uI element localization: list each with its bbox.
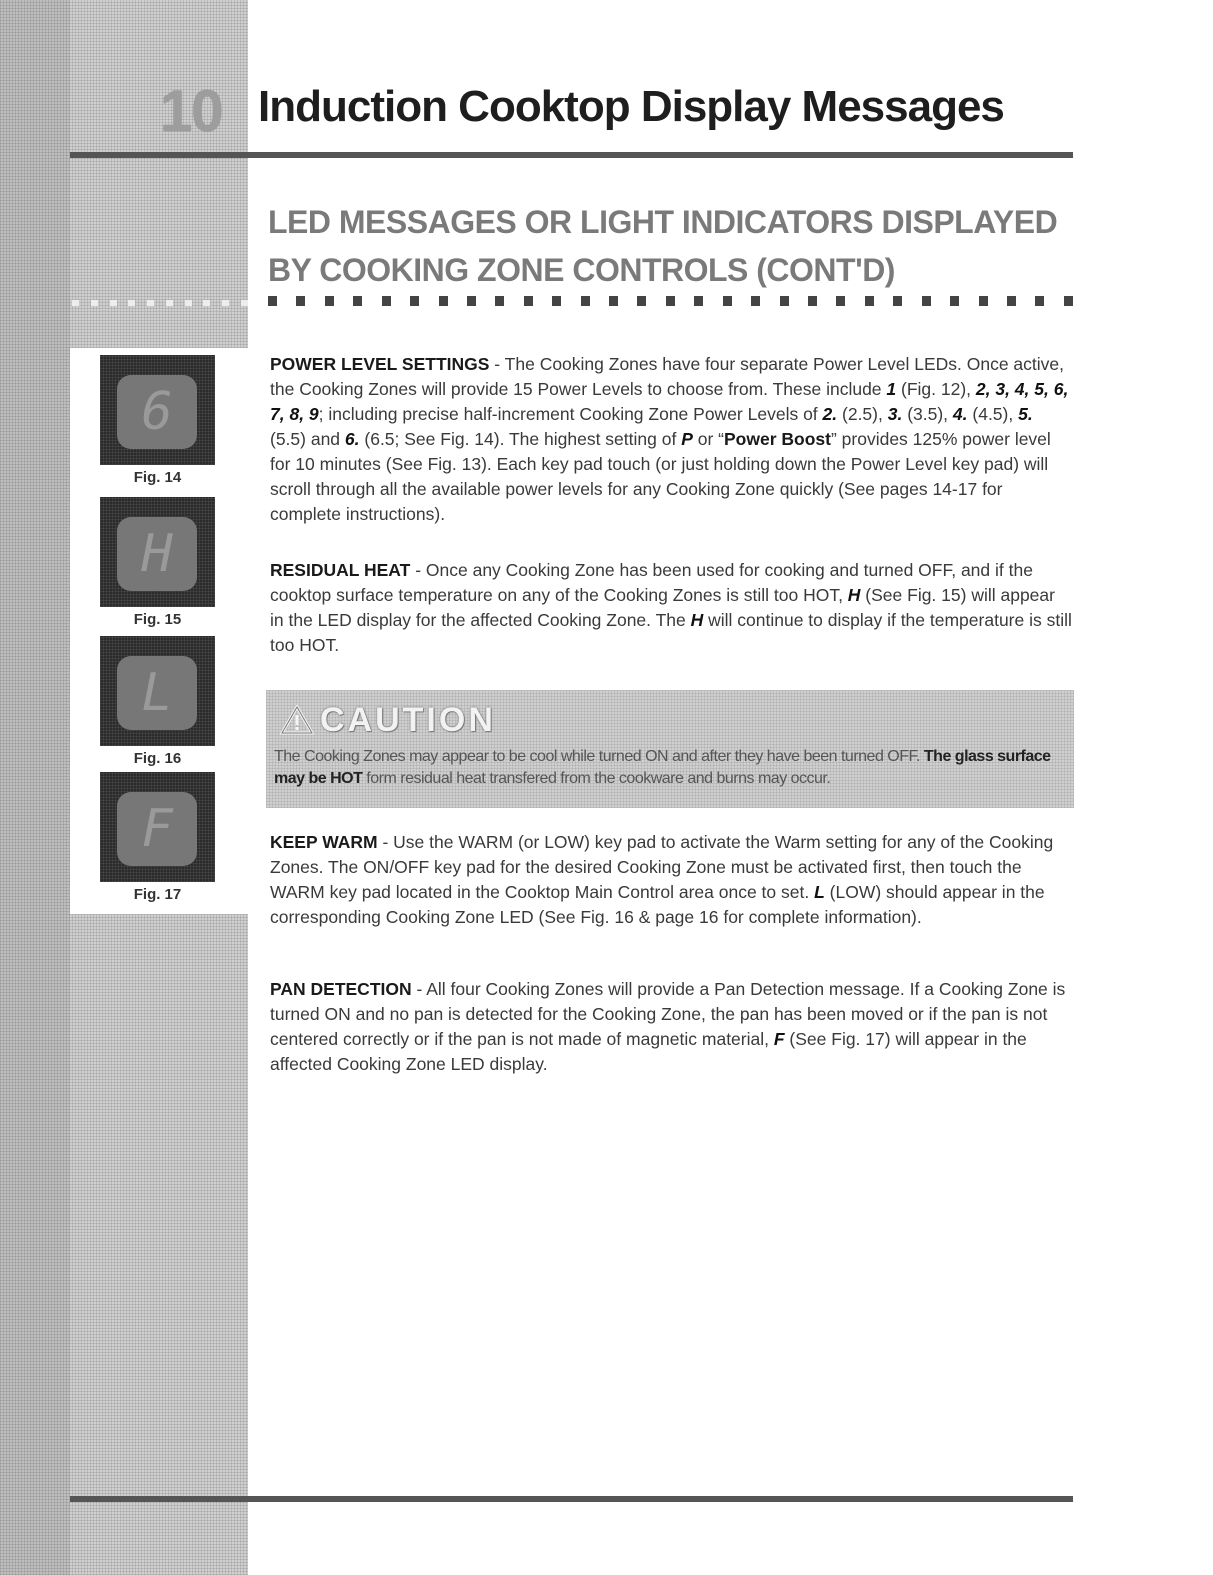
figure-17	[100, 772, 215, 903]
led-display-icon	[100, 636, 215, 746]
square-divider	[268, 296, 1073, 308]
title-rule	[70, 152, 1073, 158]
section-heading	[268, 198, 1068, 294]
residual-heat-label: RESIDUAL HEAT	[270, 560, 411, 580]
led-display-icon	[100, 355, 215, 465]
power-level-label: POWER LEVEL SETTINGS	[270, 354, 490, 374]
figure-caption: Fig. 14	[133, 469, 182, 486]
caution-box	[266, 690, 1074, 808]
power-level-paragraph: POWER LEVEL SETTINGS - The Cooking Zones have four separate Power Level LEDs. Once active, the Cooking Zones will provide 15 Power Levels to choose from. These include 1 (Fig. 12), 2, 3, 4, 5, 6, 7, 8, 9; including precise half-increment Cooking Zone Power Levels of 2. (2.5), 3. (3.5), 4. (4.5), 5. (5.5) and 6. (6.5; See Fig. 14). The highest setting of P or “Power Boost” provides 125% power level for 10 minutes (See Fig. 13). Each key pad touch (or just holding down the Power Level key pad) will scroll through all the available power levels for any Cooking Zone quickly (See pages 14-17 for complete instructions).	[270, 354, 1069, 524]
figure-14	[100, 355, 215, 486]
figure-caption: Fig. 15	[133, 611, 182, 628]
pan-detection-section	[270, 977, 1072, 1077]
figure-caption: Fig. 16	[133, 750, 182, 767]
figure-caption: Fig. 17	[133, 886, 182, 903]
led-digit: 6	[141, 382, 173, 442]
residual-heat-section	[270, 558, 1072, 658]
caution-title: CAUTION	[320, 700, 496, 739]
section-heading-line1: LED MESSAGES OR LIGHT INDICATORS DISPLAYED	[268, 204, 1058, 240]
keep-warm-paragraph: KEEP WARM - Use the WARM (or LOW) key pad to activate the Warm setting for any of the Cooking Zones. The ON/OFF key pad for the desired Cooking Zone must be activated first, then touch the WARM key pad located in the Cooktop Main Control area once to set. L (LOW) should appear in the corresponding Cooking Zone LED (See Fig. 16 & page 16 for complete information).	[270, 832, 1054, 927]
warning-triangle-icon	[280, 705, 314, 735]
figure-16	[100, 636, 215, 767]
led-display-icon	[100, 772, 215, 882]
keep-warm-section	[270, 830, 1072, 930]
page-title: Induction Cooktop Display Messages	[258, 82, 1004, 131]
power-level-section	[270, 352, 1072, 527]
pan-detection-paragraph: PAN DETECTION - All four Cooking Zones will provide a Pan Detection message. If a Cooking Zone is turned ON and no pan is detected for the Cooking Zone, the pan has been moved or if the pan is not centered correctly or if the pan is not made of magnetic material, F (See Fig. 17) will appear in the affected Cooking Zone LED display.	[270, 979, 1066, 1074]
caution-text: The Cooking Zones may appear to be cool while turned ON and after they have been turned OFF. The glass surface may be HOT form residual heat transfered from the cookware and burns may occur.	[274, 748, 1051, 787]
bottom-rule	[70, 1496, 1073, 1502]
led-digit: F	[141, 799, 173, 859]
led-display-icon	[100, 497, 215, 607]
left-margin-shade	[0, 0, 70, 1575]
caution-header	[280, 700, 520, 740]
chapter-number: 10	[160, 79, 223, 144]
led-digit: H	[141, 524, 173, 584]
pan-detection-label: PAN DETECTION	[270, 979, 412, 999]
keep-warm-label: KEEP WARM	[270, 832, 378, 852]
led-digit: L	[141, 663, 173, 723]
margin-dot-divider	[72, 300, 248, 306]
section-heading-line2: BY COOKING ZONE CONTROLS (CONT'D)	[268, 252, 895, 288]
residual-heat-paragraph: RESIDUAL HEAT - Once any Cooking Zone has been used for cooking and turned OFF, and if the cooktop surface temperature on any of the Cooking Zones is still too HOT, H (See Fig. 15) will appear in the LED display for the affected Cooking Zone. The H will continue to display if the temperature is still too HOT.	[270, 560, 1072, 655]
figure-15	[100, 497, 215, 628]
